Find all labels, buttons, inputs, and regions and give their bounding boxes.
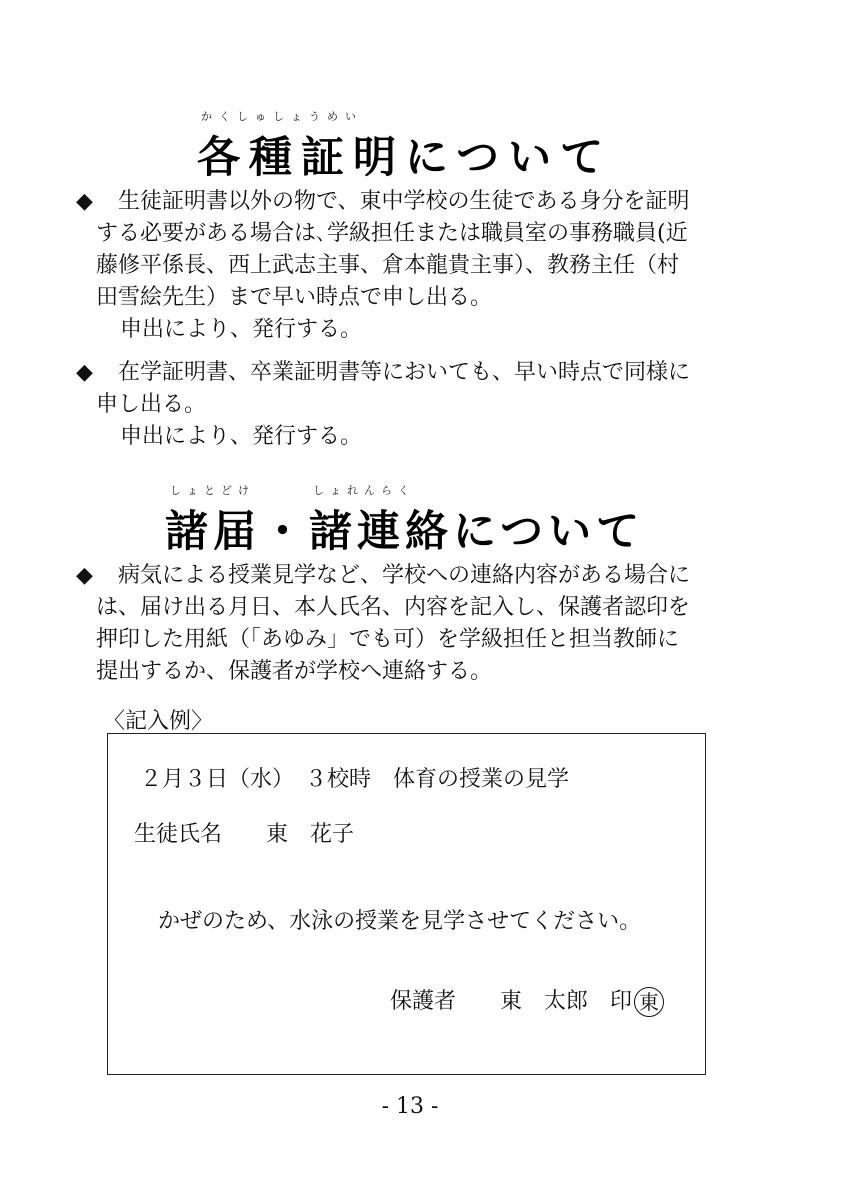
- example-date-line: ２月３日（水） ３校時 体育の授業の見学: [140, 767, 570, 792]
- title-furigana: しょれんらく: [313, 484, 415, 497]
- bullet-note: 申出により、発行する。: [120, 317, 363, 342]
- bullet-line: 田雪絵先生）まで早い時点で申し出る。: [96, 285, 493, 310]
- example-student-line: 生徒氏名 東 花子: [134, 822, 355, 847]
- bullet-line: 押印した用紙（「あゆみ」でも可）を学級担任と担当教師に: [96, 627, 680, 652]
- section-title-notifications: 諸届・諸連絡について: [165, 507, 645, 557]
- diamond-bullet-icon: ◆: [76, 563, 93, 588]
- section-title-certificates: 各種証明について: [197, 133, 613, 183]
- title-furigana: かくしゅしょうめい: [201, 110, 363, 123]
- bullet-line: 申し出る。: [96, 392, 207, 417]
- bullet-line: ◆ 病気による授業見学など、学校への連絡内容がある場合に: [76, 560, 736, 592]
- title-furigana: しょとどけ: [170, 484, 255, 497]
- example-reason-line: かぜのため、水泳の授業を見学させてください。: [158, 909, 642, 934]
- diamond-bullet-icon: ◆: [76, 189, 93, 214]
- bullet-line: ◆ 在学証明書、卒業証明書等においても、早い時点で同様に: [76, 357, 736, 389]
- page-number: - 13 -: [381, 1094, 439, 1119]
- bullet-line: 提出するか、保護者が学校へ連絡する。: [96, 659, 493, 684]
- list-item: [76, 186, 736, 346]
- diamond-bullet-icon: ◆: [76, 360, 93, 385]
- bullet-note: 申出により、発行する。: [120, 424, 363, 449]
- bullet-line: 藤修平係長、西上武志主事、倉本龍貴主事）、教務主任（村: [96, 253, 680, 278]
- seal-stamp-icon: 東: [634, 987, 664, 1017]
- example-guardian-line: 保護者 東 太郎 印 東: [390, 984, 664, 1017]
- bullet-line: は、届け出る月日、本人氏名、内容を記入し、保護者認印を: [96, 595, 691, 620]
- example-label: 〈記入例〉: [103, 709, 214, 734]
- example-form-box: [107, 733, 706, 1075]
- bullet-line: する必要がある場合は､学級担任または職員室の事務職員(近: [96, 221, 688, 246]
- list-item: [76, 357, 736, 453]
- list-item: [76, 560, 736, 688]
- bullet-line: ◆ 生徒証明書以外の物で、東中学校の生徒である身分を証明: [76, 186, 736, 218]
